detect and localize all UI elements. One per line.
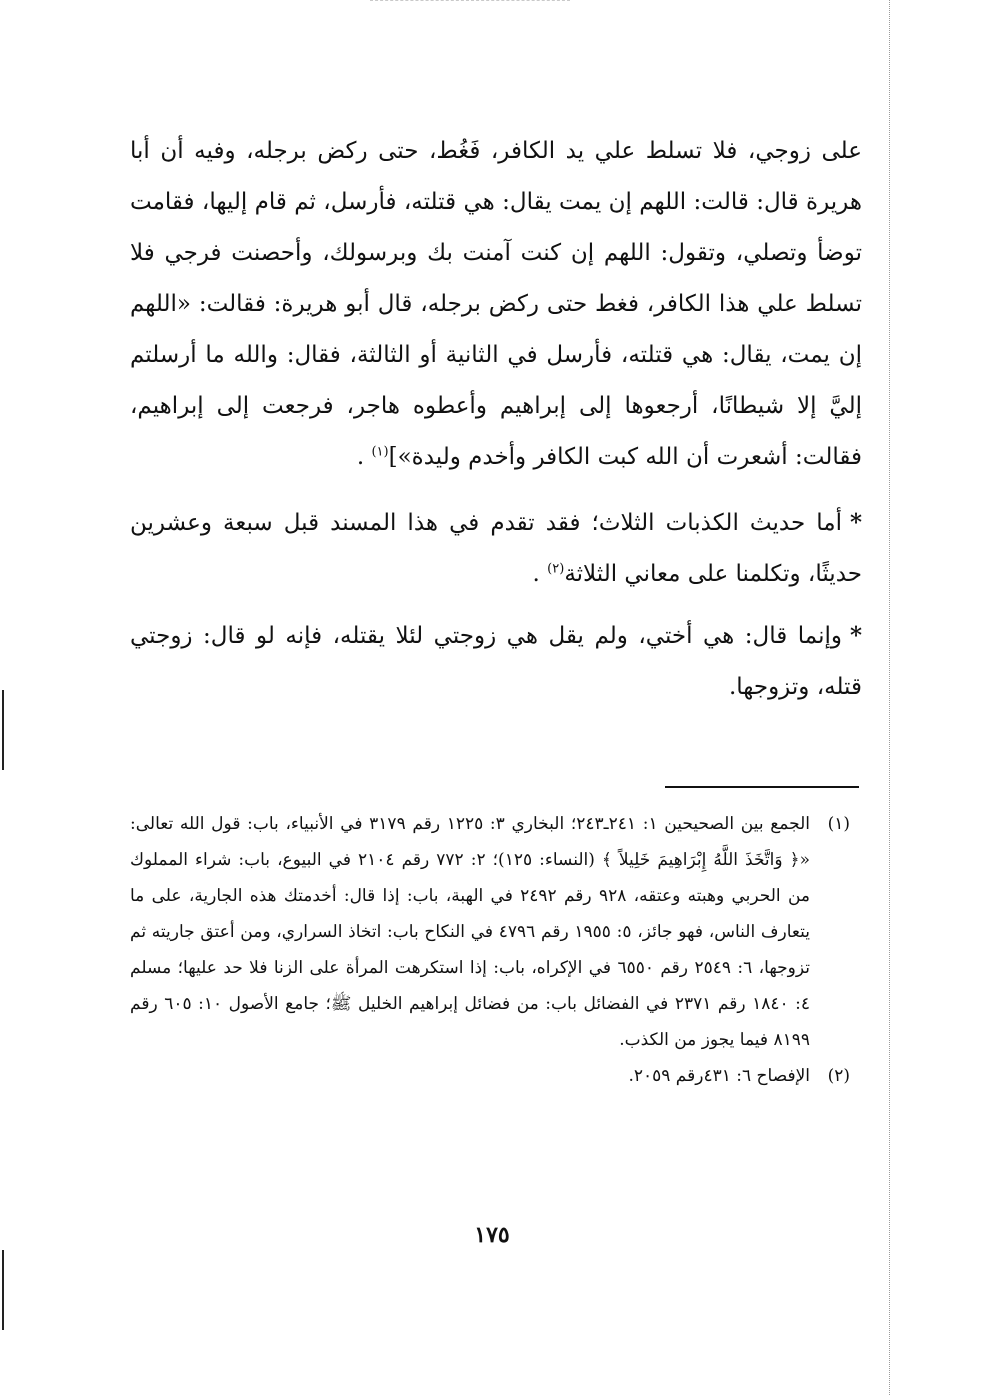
footnote-number: (٢) bbox=[827, 1066, 850, 1086]
footnote-text: الجمع بين الصحيحين ١: ٢٤١ـ٢٤٣؛ البخاري ٣: ١٢٢٥ رقم ٣١٧٩ في الأنبياء، باب: قول الله تعالى: «﴿ وَاتَّخَذَ اللَّهُ إِبْرَاهِيمَ خَلِيلاً ﴾ (النساء: ١٢٥)؛ ٢: ٧٧٢ رقم ٢١٠٤ في البيوع، باب: شراء المملوك من الحربي وهبته وعتقه، ٩٢٨ رقم ٢٤٩٢ في الهبة، باب: إذا قال: أخدمتك هذه الجارية، على ما يتعارف الناس، فهو جائز، ٥: ١٩٥٥ رقم ٤٧٩٦ في النكاح باب: اتخاذ السراري، ومن أعتق جاريته ثم تزوجها، ٦: ٢٥٤٩ رقم ٦٥٥٠ في الإكراه، باب: إذا استكرهت المرأة على الزنا فلا حد عليها؛ مسلم ٤: ١٨٤٠ رقم ٢٣٧١ في الفضائل باب: من فضائل إبراهيم الخليل ﷺ؛ جامع الأصول ١٠: ٦٠٥ رقم ٨١٩٩ فيما يجوز من الكذب. bbox=[130, 814, 810, 1050]
page-number: ١٧٥ bbox=[474, 1222, 510, 1248]
footnote-number: (١) bbox=[827, 814, 850, 834]
footnote-ref-1[interactable]: (١) bbox=[371, 444, 389, 460]
footnotes bbox=[130, 806, 850, 1094]
footnote-2 bbox=[130, 1058, 850, 1094]
bullet-star-icon: * bbox=[849, 622, 862, 649]
paragraph-1 bbox=[130, 126, 862, 483]
paragraph-2-end: . bbox=[532, 561, 548, 587]
scan-margin-mark bbox=[2, 690, 4, 770]
scan-top-marks bbox=[370, 0, 570, 9]
paragraph-2 bbox=[130, 497, 862, 600]
bullet-star-icon: * bbox=[849, 509, 862, 536]
paragraph-1-text: على زوجي، فلا تسلط علي يد الكافر، فَغُط، حتى ركض برجله، وفيه أن أبا هريرة قال: قالت: اللهم إن يمت يقال: هي قتلته، فأرسل، ثم قام إليها، فقامت توضأ وتصلي، وتقول: اللهم إن كنت آمنت بك وبرسولك، وأحصنت فرجي فلا تسلط علي هذا الكافر، فغط حتى ركض برجله، قال أبو هريرة: فقالت: «اللهم إن يمت، يقال: هي قتلته، فأرسل في الثانية أو الثالثة، فقال: والله ما أرسلتم إليَّ إلا شيطانًا، أرجعوها إلى إبراهيم وأعطوه هاجر، فرجعت إلى إبراهيم، فقالت: أشعرت أن الله كبت الكافر وأخدم وليدة»] bbox=[130, 138, 862, 470]
footnote-ref-2[interactable]: (٢) bbox=[547, 561, 565, 577]
footnote-separator bbox=[665, 786, 859, 788]
scan-margin-mark bbox=[2, 1250, 4, 1330]
footnote-text: الإفصاح ٦: ٤٣١رقم ٢٠٥٩. bbox=[628, 1066, 810, 1086]
main-text bbox=[130, 126, 862, 713]
paragraph-3-text: وإنما قال: هي أختي، ولم يقل هي زوجتي لئلا يقتله، فإنه لو قال: زوجتي قتله، وتزوجها. bbox=[130, 623, 862, 700]
footnote-1 bbox=[130, 806, 850, 1058]
paragraph-3 bbox=[130, 610, 862, 713]
page-edge-line bbox=[889, 0, 890, 1395]
paragraph-2-text: أما حديث الكذبات الثلاث؛ فقد تقدم في هذا المسند قبل سبعة وعشرين حديثًا، وتكلمنا على معاني الثلاثة bbox=[130, 510, 862, 587]
paragraph-1-end: . bbox=[356, 444, 372, 470]
